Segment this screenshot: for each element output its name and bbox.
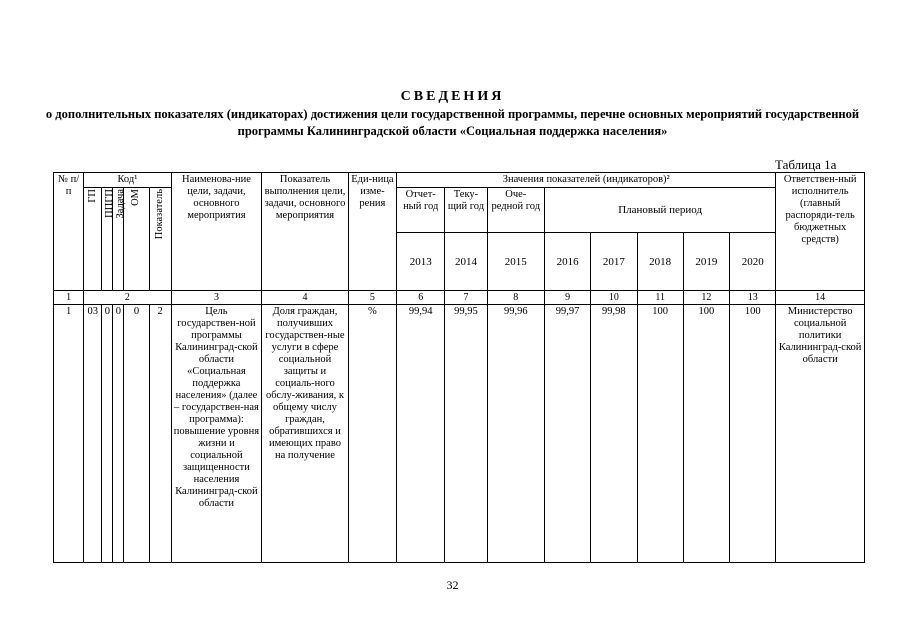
document-title: СВЕДЕНИЯ [400,89,505,104]
row-value: 100 [683,305,729,563]
column-number: 5 [348,291,396,305]
header-indicator: Показатель выполнения цели, задачи, основного мероприятия [262,173,349,291]
column-number: 7 [445,291,487,305]
row-code-om: 0 [124,305,149,563]
header-next-year: Оче-редной год [487,188,544,233]
column-number: 9 [544,291,590,305]
column-number: 14 [776,291,865,305]
header-report-year: Отчет-ный год [397,188,445,233]
header-code-om: ОМ [124,188,149,291]
row-value: 99,98 [591,305,637,563]
year-cell: 2019 [683,233,729,291]
row-value: 100 [730,305,776,563]
header-name: Наименова-ние цели, задачи, основного мероприятия [171,173,262,291]
header-code: Код¹ [84,173,172,188]
year-cell: 2018 [637,233,683,291]
column-number: 13 [730,291,776,305]
row-value: 99,97 [544,305,590,563]
column-number: 3 [171,291,262,305]
row-value: 99,94 [397,305,445,563]
header-plan-period: Плановый период [544,188,775,233]
header-values: Значения показателей (индикаторов)² [397,173,776,188]
row-code-ppgp: 0 [102,305,113,563]
row-unit: % [348,305,396,563]
row-code-task: 0 [113,305,124,563]
year-cell: 2014 [445,233,487,291]
row-name: Цель государствен-ной программы Калининград-ской области «Социальная поддержка населения» (далее – государствен-ная программа): повышение уровня жизни и социальной защищенности населения Калининград-ской области [171,305,262,563]
row-indicator: Доля граждан, получивших государствен-ные услуги в сфере социальной защиты и социаль-ного обслу-живания, к общему числу граждан, обратившихся и имеющих право на получение [262,305,349,563]
column-number: 12 [683,291,729,305]
year-cell: 2020 [730,233,776,291]
row-num: 1 [54,305,84,563]
year-cell: 2017 [591,233,637,291]
header-num: № п/п [54,173,84,291]
row-code-indicator: 2 [149,305,171,563]
header-responsible: Ответствен-ный исполнитель (главный распоряди-тель бюджетных средств) [776,173,865,291]
column-number: 8 [487,291,544,305]
column-number: 6 [397,291,445,305]
row-code-gp: 03 [84,305,102,563]
header-unit: Еди-ница изме-рения [348,173,396,291]
table-row [54,305,865,563]
page-number: 32 [446,578,459,592]
year-cell: 2013 [397,233,445,291]
indicators-table [53,172,865,563]
column-number: 2 [84,291,172,305]
table-label: Таблица 1а [775,157,837,172]
header-code-indicator: Показатель [149,188,171,291]
header-code-gp: ГП [84,188,102,291]
year-cell: 2015 [487,233,544,291]
column-number: 10 [591,291,637,305]
row-value: 99,95 [445,305,487,563]
year-cell: 2016 [544,233,590,291]
header-code-task: Задача [113,188,124,291]
column-number: 1 [54,291,84,305]
column-number: 11 [637,291,683,305]
row-responsible: Министерство социальной политики Калининград-ской области [776,305,865,563]
header-current-year: Теку-щий год [445,188,487,233]
header-code-ppgp: ППГП [102,188,113,291]
document-subtitle: о дополнительных показателях (индикаторах) достижения цели государственной программы, перечне основных мероприятий государственной программы Калининградской области «Социальная поддержка населения» [45,107,860,138]
column-number: 4 [262,291,349,305]
row-value: 99,96 [487,305,544,563]
row-value: 100 [637,305,683,563]
